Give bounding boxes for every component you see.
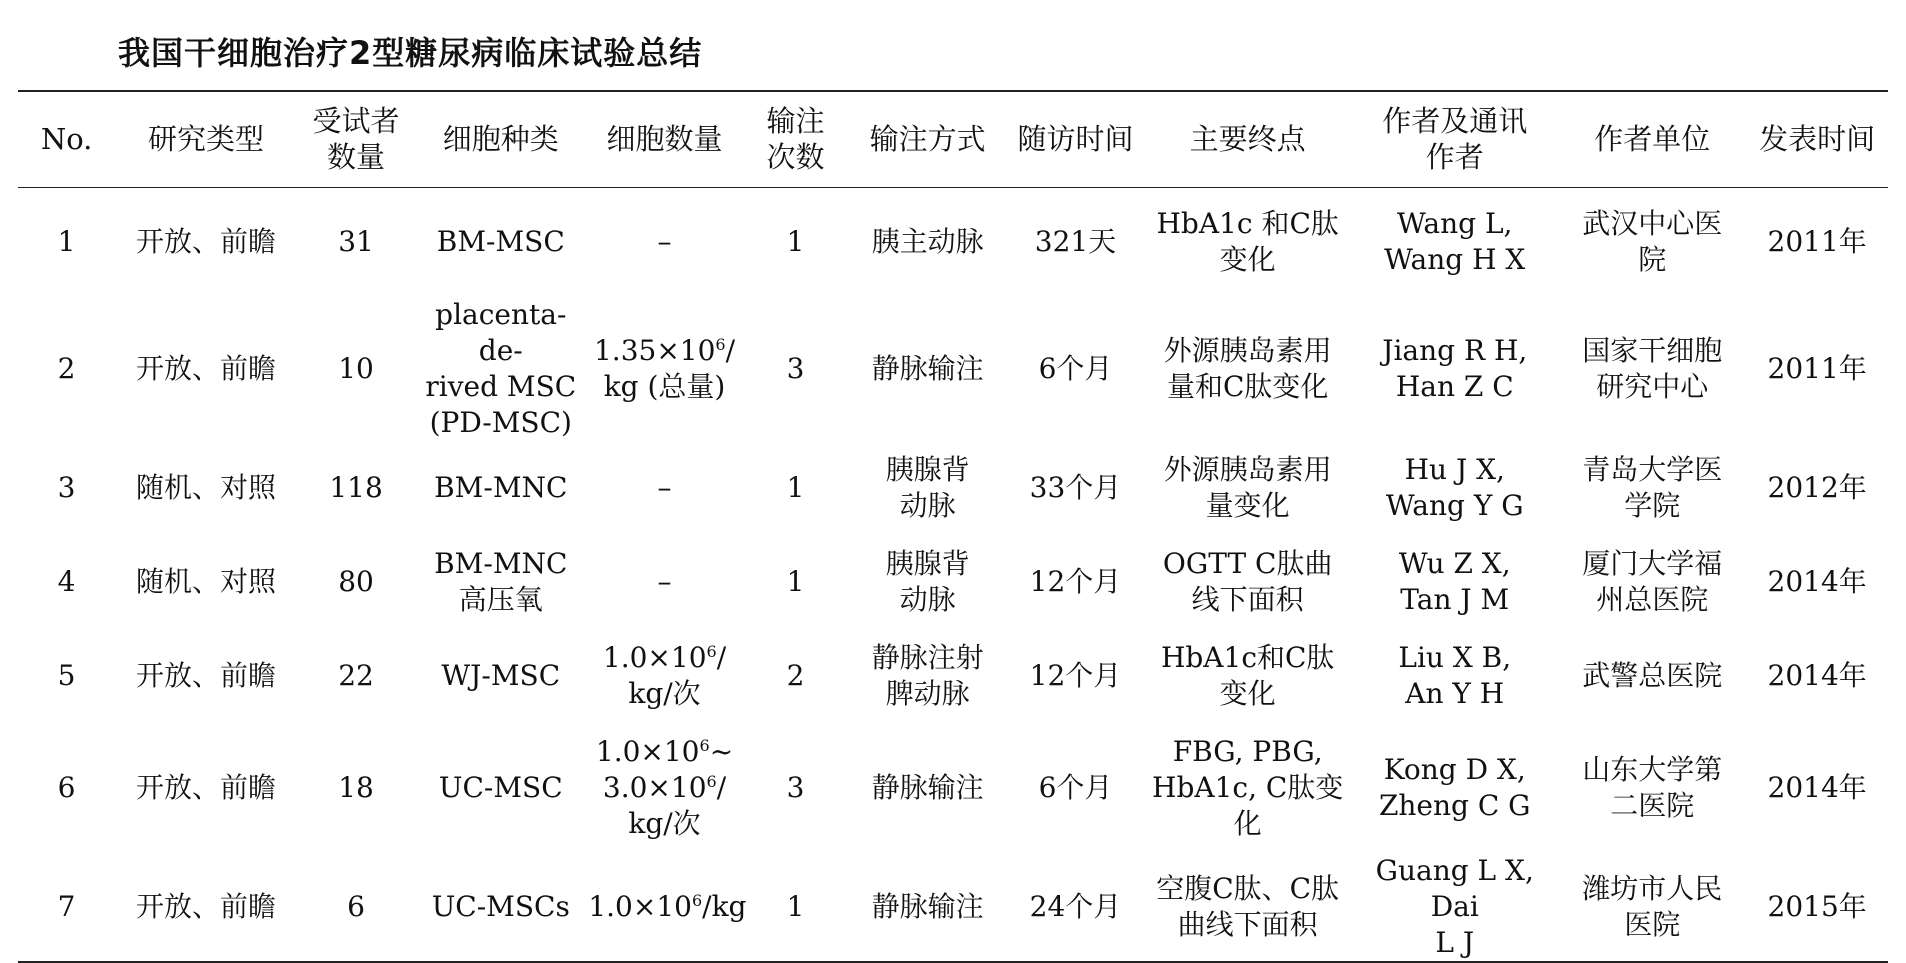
cell-cell-count: $1.0\times 10^6/$ kg/次 [602, 641, 727, 710]
table-row [18, 187, 1888, 297]
cell-published: 2014年 [1767, 565, 1867, 598]
cell-no: 4 [57, 565, 76, 598]
cell-published: 2012年 [1767, 471, 1867, 504]
cell-subjects: 80 [338, 565, 374, 598]
header-route: 输注方式 [848, 91, 1006, 187]
cell-authors: Liu X B, An Y H [1398, 641, 1512, 710]
cell-route: 静脉输注 [848, 853, 1006, 962]
cell-institution: 国家干细胞 研究中心 [1582, 334, 1723, 403]
cell-published: 2011年 [1767, 352, 1867, 385]
cell-authors: Jiang R H, Han Z C [1382, 334, 1528, 403]
cell-institution: 厦门大学福 州总医院 [1582, 547, 1723, 616]
cell-no: 3 [57, 471, 76, 504]
cell-followup: 24个月 [1007, 853, 1144, 962]
cell-infusions: 1 [786, 471, 805, 504]
cell-published: 2014年 [1767, 771, 1867, 804]
header-institution: 作者单位 [1558, 91, 1746, 187]
cell-subjects: 22 [338, 659, 374, 692]
cell-followup: 6个月 [1038, 771, 1113, 804]
cell-endpoint: 外源胰岛素用 量和C肽变化 [1163, 334, 1332, 403]
header-cell-type: 细胞种类 [415, 91, 586, 187]
cell-published: 2015年 [1746, 853, 1888, 962]
cell-endpoint: FBG, PBG, HbA1c, C肽变 化 [1152, 735, 1344, 840]
cell-subjects: 31 [338, 225, 374, 259]
clinical-trials-table [18, 90, 1888, 963]
cell-subjects: 6 [297, 853, 415, 962]
cell-no: 7 [18, 853, 115, 962]
cell-institution: 武汉中心医 院 [1582, 207, 1723, 277]
cell-infusions: 1 [786, 225, 805, 259]
cell-published: 2014年 [1767, 659, 1867, 692]
header-published: 发表时间 [1746, 91, 1888, 187]
cell-cell-type: UC-MSCs [415, 853, 586, 962]
cell-route: 静脉输注 [871, 771, 984, 804]
cell-study-type: 开放、前瞻 [136, 771, 277, 804]
table-row [18, 441, 1888, 535]
cell-no: 1 [57, 225, 76, 259]
cell-endpoint: 外源胰岛素用 量变化 [1163, 453, 1332, 522]
header-cell-count: 细胞数量 [586, 91, 742, 187]
cell-route: 胰腺背 动脉 [885, 547, 970, 616]
cell-endpoint: OGTT C肽曲 线下面积 [1162, 547, 1333, 616]
cell-followup: 12个月 [1029, 565, 1122, 598]
cell-subjects: 18 [338, 771, 374, 804]
header-followup: 随访时间 [1007, 91, 1144, 187]
header-no: No. [18, 91, 115, 187]
table-row [18, 629, 1888, 723]
cell-subjects: 10 [338, 352, 374, 385]
table-header-row [18, 91, 1888, 187]
header-infusions: 输注 次数 [743, 91, 849, 187]
cell-endpoint: HbA1c和C肽 变化 [1160, 641, 1335, 710]
cell-route: 静脉输注 [871, 352, 984, 385]
cell-institution: 武警总医院 [1582, 659, 1723, 692]
cell-institution: 潍坊市人民 医院 [1558, 853, 1746, 962]
cell-authors: Wang L, Wang H X [1384, 207, 1526, 277]
cell-institution: 青岛大学医 学院 [1582, 453, 1723, 522]
cell-route: 胰主动脉 [871, 225, 984, 259]
cell-followup: 6个月 [1038, 352, 1113, 385]
cell-study-type: 随机、对照 [136, 565, 277, 598]
cell-infusions: 1 [786, 565, 805, 598]
cell-followup: 321天 [1034, 225, 1117, 259]
cell-cell-count: $1.0\times 10^6/kg$ [586, 853, 742, 962]
cell-no: 5 [57, 659, 76, 692]
cell-subjects: 118 [329, 471, 383, 504]
cell-cell-count: – [657, 225, 672, 259]
cell-cell-count: $1.0\times 10^6\sim$ $3.0\times 10^6/$ kg/次 [595, 735, 734, 840]
cell-cell-type: placenta-de- rived MSC (PD-MSC) [425, 298, 577, 439]
cell-study-type: 开放、前瞻 [136, 659, 277, 692]
cell-authors: Guang L X, Dai L J [1351, 853, 1558, 962]
cell-published: 2011年 [1767, 225, 1867, 259]
cell-infusions: 3 [786, 771, 805, 804]
cell-route: 静脉注射 脾动脉 [871, 641, 984, 710]
cell-followup: 12个月 [1029, 659, 1122, 692]
cell-infusions: 2 [786, 659, 805, 692]
cell-authors: Wu Z X, Tan J M [1398, 547, 1511, 616]
cell-cell-count: – [657, 565, 672, 598]
cell-cell-count: $1.35\times 10^6/$ kg (总量) [593, 334, 736, 403]
cell-route: 胰腺背 动脉 [885, 453, 970, 522]
cell-endpoint: 空腹C肽、C肽 曲线下面积 [1144, 853, 1351, 962]
cell-study-type: 开放、前瞻 [115, 853, 297, 962]
cell-cell-type: BM-MNC 高压氧 [434, 547, 568, 616]
cell-study-type: 开放、前瞻 [136, 352, 277, 385]
cell-cell-type: UC-MSC [438, 771, 563, 804]
cell-institution: 山东大学第 二医院 [1582, 753, 1723, 822]
table-row [18, 723, 1888, 853]
header-endpoint: 主要终点 [1144, 91, 1351, 187]
table-row [18, 535, 1888, 629]
header-authors: 作者及通讯 作者 [1351, 91, 1558, 187]
cell-no: 2 [57, 352, 76, 385]
table-row [18, 297, 1888, 441]
cell-study-type: 随机、对照 [136, 471, 277, 504]
cell-cell-type: WJ-MSC [441, 659, 561, 692]
cell-followup: 33个月 [1029, 471, 1122, 504]
cell-infusions: 1 [743, 853, 849, 962]
header-study-type: 研究类型 [115, 91, 297, 187]
cell-cell-type: BM-MNC [434, 471, 568, 504]
cell-cell-count: – [657, 471, 672, 504]
cell-no: 6 [57, 771, 76, 804]
cell-study-type: 开放、前瞻 [136, 225, 277, 259]
cell-authors: Hu J X, Wang Y G [1385, 453, 1524, 522]
header-subjects: 受试者 数量 [297, 91, 415, 187]
cell-cell-type: BM-MSC [436, 225, 565, 259]
cell-infusions: 3 [786, 352, 805, 385]
cell-authors: Kong D X, Zheng C G [1378, 753, 1531, 822]
table-title: 我国干细胞治疗2型糖尿病临床试验总结 [118, 34, 703, 72]
table-row [18, 853, 1888, 962]
cell-endpoint: HbA1c 和C肽 变化 [1156, 207, 1339, 277]
